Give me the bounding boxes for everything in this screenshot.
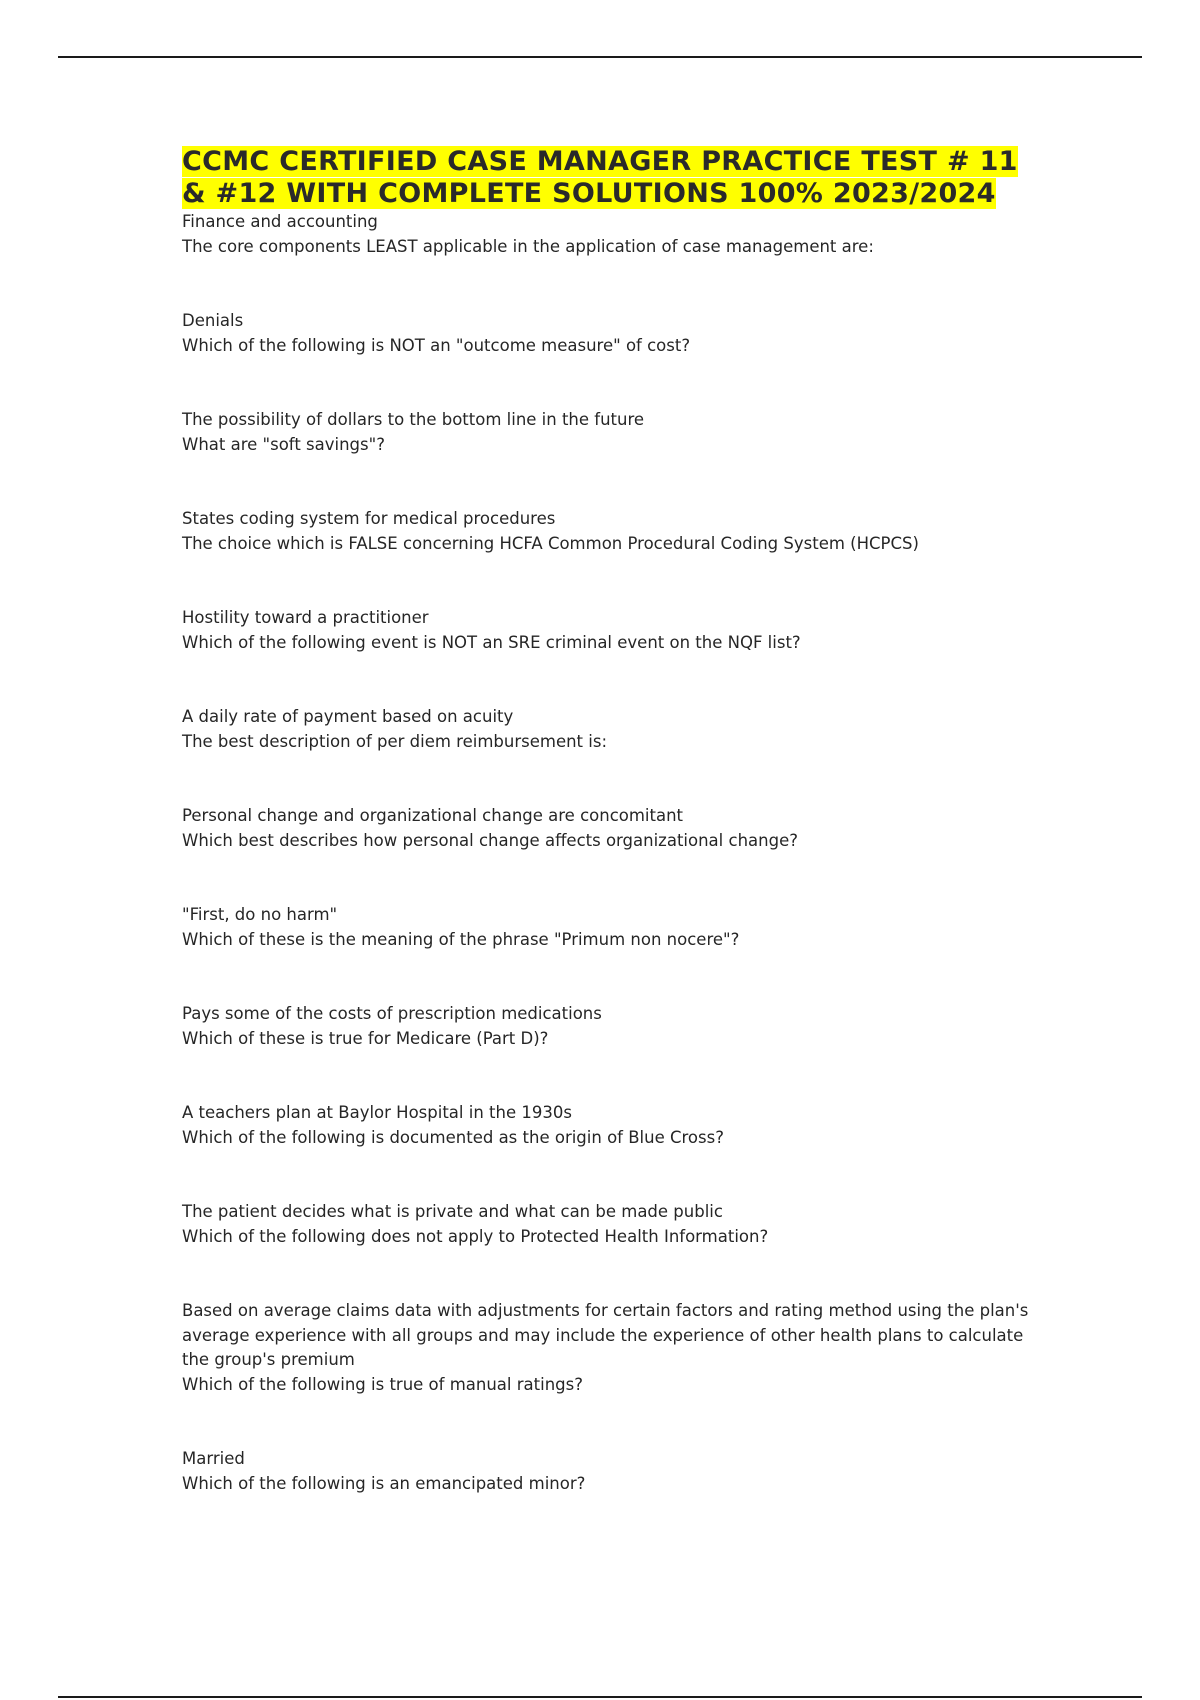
document-body: [182, 146, 1042, 1546]
qa-answer: Based on average claims data with adjustments for certain factors and rating method using the plan's average experience with all groups and may include the experience of other health plans to calculate the group's premium: [182, 1301, 1029, 1369]
qa-item: [182, 408, 1042, 457]
qa-item: [182, 1101, 1042, 1150]
qa-question: The choice which is FALSE concerning HCFA Common Procedural Coding System (HCPCS): [182, 533, 919, 553]
qa-question: Which of these is the meaning of the phrase "Primum non nocere"?: [182, 929, 740, 949]
qa-answer: Hostility toward a practitioner: [182, 608, 429, 627]
qa-question: Which of the following is NOT an "outcome measure" of cost?: [182, 335, 691, 355]
qa-question: Which of these is true for Medicare (Part D)?: [182, 1028, 549, 1048]
qa-item: [182, 1299, 1042, 1397]
qa-question: The core components LEAST applicable in the application of case management are:: [182, 236, 874, 256]
qa-item: [182, 903, 1042, 952]
qa-item: [182, 705, 1042, 754]
qa-question: What are "soft savings"?: [182, 434, 385, 454]
qa-answer: Denials: [182, 311, 244, 330]
qa-answer: "First, do no harm": [182, 905, 338, 924]
qa-item: [182, 1200, 1042, 1249]
qa-answer: Finance and accounting: [182, 212, 378, 231]
qa-question: Which of the following is documented as the origin of Blue Cross?: [182, 1127, 724, 1147]
qa-question: Which of the following is an emancipated minor?: [182, 1473, 586, 1493]
qa-question: Which of the following event is NOT an SRE criminal event on the NQF list?: [182, 632, 801, 652]
qa-answer: The patient decides what is private and what can be made public: [182, 1202, 723, 1221]
footer-rule: [58, 1696, 1142, 1698]
qa-item: [182, 507, 1042, 556]
qa-answer: States coding system for medical procedures: [182, 509, 556, 528]
qa-answer: The possibility of dollars to the bottom line in the future: [182, 410, 645, 429]
qa-answer: Pays some of the costs of prescription medications: [182, 1004, 602, 1023]
qa-item: [182, 210, 1042, 259]
qa-question: Which of the following does not apply to Protected Health Information?: [182, 1226, 769, 1246]
qa-item: [182, 309, 1042, 358]
qa-item: [182, 804, 1042, 853]
qa-list: [182, 210, 1042, 1496]
qa-answer: Personal change and organizational change are concomitant: [182, 806, 684, 825]
qa-question: Which of the following is true of manual ratings?: [182, 1374, 583, 1394]
qa-question: Which best describes how personal change affects organizational change?: [182, 830, 798, 850]
qa-item: [182, 1002, 1042, 1051]
qa-answer: Married: [182, 1449, 245, 1468]
document-title-highlight: CCMC CERTIFIED CASE MANAGER PRACTICE TEST # 11 & #12 WITH COMPLETE SOLUTIONS 100% 2023/2024: [182, 146, 1018, 209]
qa-item: [182, 1447, 1042, 1496]
qa-answer: A teachers plan at Baylor Hospital in the 1930s: [182, 1103, 572, 1122]
document-title: [182, 146, 1042, 210]
qa-item: [182, 606, 1042, 655]
header-rule: [58, 56, 1142, 58]
qa-answer: A daily rate of payment based on acuity: [182, 707, 514, 726]
qa-question: The best description of per diem reimbursement is:: [182, 731, 608, 751]
